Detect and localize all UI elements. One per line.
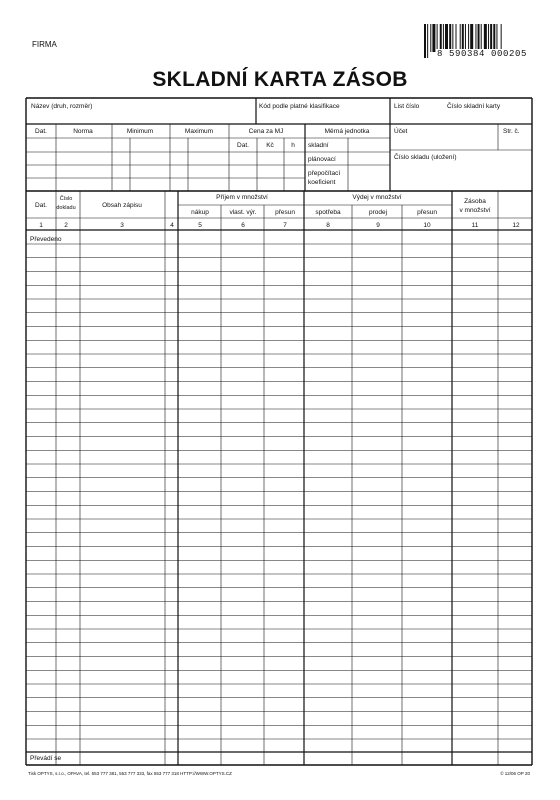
issue-header: Výdej v množství <box>352 194 402 201</box>
unit-label: Měrná jednotka <box>324 128 370 135</box>
issue-transfer-header: přesun <box>417 209 437 216</box>
ledger-doc-header-1: Číslo <box>59 196 73 202</box>
price-date-label: Dat. <box>237 142 249 149</box>
price-label: Cena za MJ <box>248 128 284 135</box>
price-kc-label: Kč <box>266 142 274 149</box>
footer-printer: Tisk OPTYS, s.r.o., OPAVA, tel. 553 777 381, 553 777 333, fax 553 777 318 HTTP://WWW.OPTYS.CZ <box>28 771 232 776</box>
unit-coef-label: přepočítací <box>308 170 341 177</box>
unit-coef2-label: koeficient <box>308 179 336 186</box>
receipt-own-header: vlast. výr. <box>229 209 257 216</box>
sheet-label: List číslo <box>394 103 420 110</box>
code-label: Kód podle platné klasifikace <box>259 103 340 110</box>
company-label: FIRMA <box>32 40 57 49</box>
column-number: 6 <box>241 222 245 229</box>
norm-label: Norma <box>73 128 93 135</box>
ledger-doc-header-2: dokladu <box>56 205 76 211</box>
column-number: 7 <box>283 222 287 229</box>
name-label: Název (druh, rozměr) <box>31 103 93 110</box>
unit-plan-label: plánovací <box>308 156 336 163</box>
price-h-label: h <box>291 142 295 149</box>
warehouse-label: Číslo skladu (uložení) <box>394 154 457 161</box>
page-title: SKLADNÍ KARTA ZÁSOB <box>152 68 408 91</box>
minimum-label: Minimum <box>126 128 154 135</box>
column-number: 4 <box>170 222 174 229</box>
page-number-label: Str. č. <box>503 128 520 135</box>
column-number: 3 <box>120 222 124 229</box>
column-number: 8 <box>326 222 330 229</box>
column-number: 9 <box>376 222 380 229</box>
ledger-date-header: Dat. <box>35 202 47 209</box>
column-number: 12 <box>512 222 520 229</box>
account-label: Účet <box>394 128 408 135</box>
carried-out-label: Převádí se <box>30 755 62 762</box>
card-label: Číslo skladní karty <box>447 103 501 110</box>
column-number: 5 <box>198 222 202 229</box>
column-number: 2 <box>64 222 68 229</box>
stock-header-2: v množství <box>459 207 491 214</box>
unit-stock-label: skladní <box>308 142 329 149</box>
column-number: 1 <box>39 222 43 229</box>
issue-sale-header: prodej <box>368 209 388 216</box>
receipt-transfer-header: přesun <box>275 209 295 216</box>
maximum-label: Maximum <box>184 128 214 135</box>
ledger-content-header: Obsah zápisu <box>102 202 142 209</box>
column-number: 10 <box>423 222 431 229</box>
footer-code: © 12/06 OP 20 <box>500 771 530 776</box>
receipt-purchase-header: nákup <box>191 209 209 216</box>
norm-date-label: Dat. <box>35 128 47 135</box>
carried-in-label: Převedeno <box>30 236 62 243</box>
column-number: 11 <box>471 222 479 229</box>
stock-header-1: Zásoba <box>464 198 486 205</box>
issue-consumption-header: spotřeba <box>315 209 341 216</box>
receipt-header: Příjem v množství <box>216 194 268 201</box>
barcode-number: 8 590384 000205 <box>437 49 528 59</box>
